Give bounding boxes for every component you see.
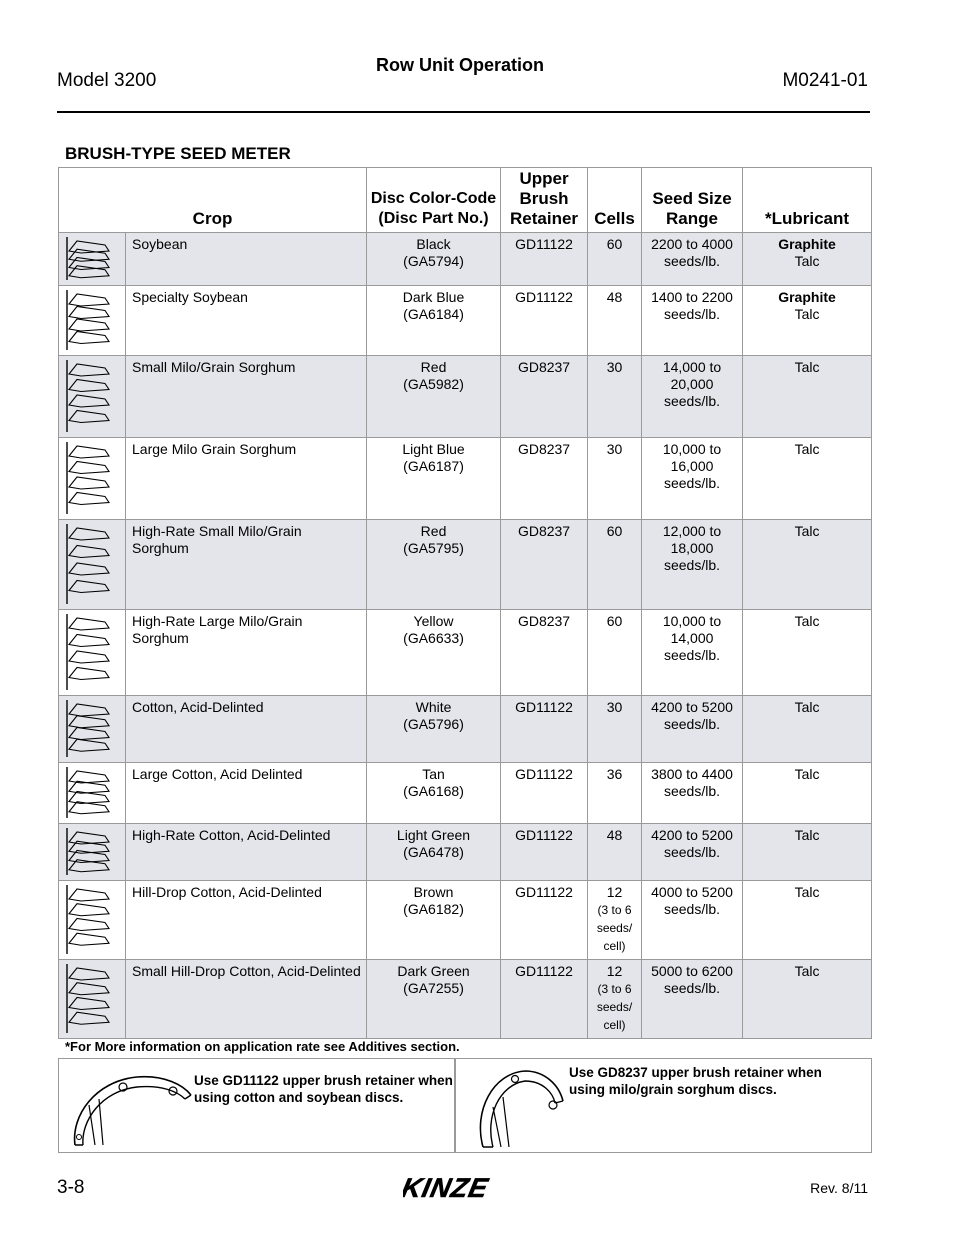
cells-cell: 12 (3 to 6 seeds/ cell) <box>588 960 642 1039</box>
retainer-cell: GD11122 <box>501 696 588 763</box>
lubricant-cell: Talc <box>743 960 872 1039</box>
high-rate-cotton-disc-icon <box>59 824 126 881</box>
crop-cell: Soybean <box>126 233 367 286</box>
crop-cell: High-Rate Small Milo/Grain Sorghum <box>126 520 367 610</box>
table-row <box>59 824 872 881</box>
callout-left-text: Use GD11122 upper brush retainer when using cotton and soybean discs. <box>194 1073 453 1105</box>
seed-meter-table <box>58 167 872 1039</box>
disc-cell: White (GA5796) <box>367 696 501 763</box>
cells-cell: 60 <box>588 610 642 696</box>
retainer-cell: GD8237 <box>501 438 588 520</box>
small-hill-drop-cotton-disc-icon <box>59 960 126 1039</box>
retainer-cell: GD8237 <box>501 356 588 438</box>
seed-size-cell: 12,000 to 18,000 seeds/lb. <box>642 520 743 610</box>
small-milo-disc-icon <box>59 356 126 438</box>
hill-drop-cotton-disc-icon <box>59 881 126 960</box>
callout-gd11122 <box>58 1058 456 1153</box>
crop-cell: Large Milo Grain Sorghum <box>126 438 367 520</box>
disc-cell: Tan (GA6168) <box>367 763 501 824</box>
retainer-cell: GD11122 <box>501 233 588 286</box>
table-row <box>59 438 872 520</box>
lubricant-cell: Talc <box>743 696 872 763</box>
gd8237-retainer-icon <box>463 1061 568 1151</box>
svg-text:KINZE: KINZE <box>403 1174 492 1202</box>
lubricant-cell: Talc <box>743 438 872 520</box>
cells-cell: 60 <box>588 233 642 286</box>
crop-cell: Small Hill-Drop Cotton, Acid-Delinted <box>126 960 367 1039</box>
retainer-cell: GD11122 <box>501 960 588 1039</box>
large-cotton-disc-icon <box>59 763 126 824</box>
document-number: M0241-01 <box>782 70 868 91</box>
large-milo-disc-icon <box>59 438 126 520</box>
header-cells: Cells <box>588 168 642 233</box>
gd11122-retainer-icon <box>65 1061 195 1151</box>
disc-cell: Black (GA5794) <box>367 233 501 286</box>
cells-cell: 12 (3 to 6 seeds/ cell) <box>588 881 642 960</box>
lubricant-cell: Talc <box>743 824 872 881</box>
table-header-row <box>59 168 872 233</box>
seed-size-cell: 4200 to 5200 seeds/lb. <box>642 696 743 763</box>
table-row <box>59 881 872 960</box>
cotton-disc-icon <box>59 696 126 763</box>
seed-size-cell: 5000 to 6200 seeds/lb. <box>642 960 743 1039</box>
disc-cell: Dark Blue (GA6184) <box>367 286 501 356</box>
disc-cell: Light Green (GA6478) <box>367 824 501 881</box>
callout-right-text: Use GD8237 upper brush retainer when using milo/grain sorghum discs. <box>569 1065 822 1097</box>
header-retainer: Upper Brush Retainer <box>501 168 588 233</box>
specialty-soybean-disc-icon <box>59 286 126 356</box>
lubricant-cell: Talc <box>743 520 872 610</box>
cells-cell: 30 <box>588 438 642 520</box>
seed-size-cell: 4000 to 5200 seeds/lb. <box>642 881 743 960</box>
retainer-cell: GD11122 <box>501 763 588 824</box>
crop-cell: Specialty Soybean <box>126 286 367 356</box>
disc-cell: Light Blue (GA6187) <box>367 438 501 520</box>
crop-cell: High-Rate Cotton, Acid-Delinted <box>126 824 367 881</box>
table-row <box>59 610 872 696</box>
disc-cell: Yellow (GA6633) <box>367 610 501 696</box>
seed-size-cell: 4200 to 5200 seeds/lb. <box>642 824 743 881</box>
lubricant-cell: Talc <box>743 763 872 824</box>
disc-cell: Red (GA5795) <box>367 520 501 610</box>
retainer-cell: GD11122 <box>501 286 588 356</box>
header-seed-size: Seed Size Range <box>642 168 743 233</box>
crop-cell: Hill-Drop Cotton, Acid-Delinted <box>126 881 367 960</box>
lubricant-cell: Talc <box>743 356 872 438</box>
revision-label: Rev. 8/11 <box>810 1180 868 1196</box>
model-label: Model 3200 <box>57 70 157 91</box>
seed-size-cell: 14,000 to 20,000 seeds/lb. <box>642 356 743 438</box>
footnote: *For More information on application rate see Additives section. <box>65 1039 460 1054</box>
cells-cell: 60 <box>588 520 642 610</box>
crop-cell: Large Cotton, Acid Delinted <box>126 763 367 824</box>
high-rate-large-milo-disc-icon <box>59 610 126 696</box>
table-row <box>59 763 872 824</box>
crop-cell: Cotton, Acid-Delinted <box>126 696 367 763</box>
disc-cell: Brown (GA6182) <box>367 881 501 960</box>
table-row <box>59 286 872 356</box>
header-divider <box>57 111 870 113</box>
crop-cell: High-Rate Large Milo/Grain Sorghum <box>126 610 367 696</box>
cells-cell: 30 <box>588 356 642 438</box>
retainer-cell: GD8237 <box>501 520 588 610</box>
table-row <box>59 233 872 286</box>
disc-cell: Red (GA5982) <box>367 356 501 438</box>
table-row <box>59 356 872 438</box>
table-row <box>59 960 872 1039</box>
crop-cell: Small Milo/Grain Sorghum <box>126 356 367 438</box>
retainer-cell: GD8237 <box>501 610 588 696</box>
seed-size-cell: 1400 to 2200 seeds/lb. <box>642 286 743 356</box>
cells-cell: 36 <box>588 763 642 824</box>
page-number: 3-8 <box>57 1177 85 1198</box>
lubricant-cell: Graphite Talc <box>743 233 872 286</box>
section-title: BRUSH-TYPE SEED METER <box>65 144 291 163</box>
kinze-logo <box>403 1174 523 1207</box>
cells-cell: 48 <box>588 286 642 356</box>
lubricant-cell: Graphite Talc <box>743 286 872 356</box>
soybean-disc-icon <box>59 233 126 286</box>
header-disc: Disc Color-Code (Disc Part No.) <box>367 168 501 233</box>
header-lubricant: *Lubricant <box>743 168 872 233</box>
seed-size-cell: 10,000 to 16,000 seeds/lb. <box>642 438 743 520</box>
lubricant-cell: Talc <box>743 610 872 696</box>
disc-cell: Dark Green (GA7255) <box>367 960 501 1039</box>
lubricant-cell: Talc <box>743 881 872 960</box>
table-row <box>59 696 872 763</box>
cells-cell: 30 <box>588 696 642 763</box>
retainer-cell: GD11122 <box>501 881 588 960</box>
seed-size-cell: 3800 to 4400 seeds/lb. <box>642 763 743 824</box>
cells-cell: 48 <box>588 824 642 881</box>
page-title: Row Unit Operation <box>376 55 544 75</box>
retainer-cell: GD11122 <box>501 824 588 881</box>
high-rate-small-milo-disc-icon <box>59 520 126 610</box>
seed-size-cell: 2200 to 4000 seeds/lb. <box>642 233 743 286</box>
header-crop: Crop <box>59 168 367 233</box>
callout-gd8237 <box>454 1058 872 1153</box>
table-row <box>59 520 872 610</box>
seed-size-cell: 10,000 to 14,000 seeds/lb. <box>642 610 743 696</box>
